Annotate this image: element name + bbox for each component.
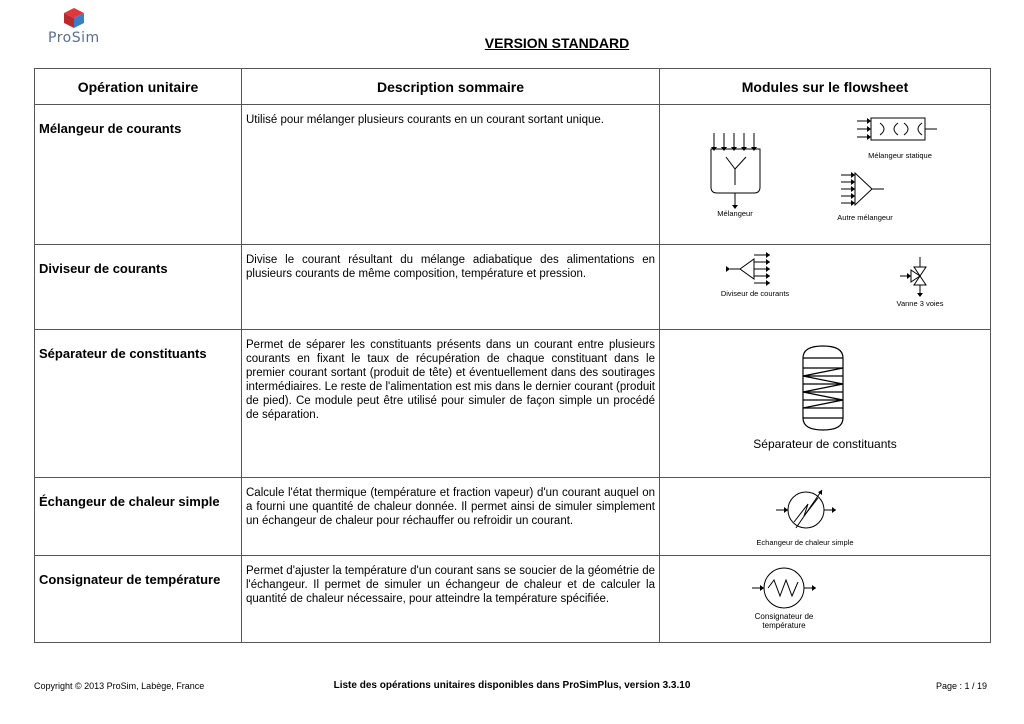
- logo-text: ProSim: [48, 30, 100, 46]
- column-header: Opération unitaire: [35, 69, 242, 105]
- caption-line: Consignateur de: [754, 612, 814, 621]
- module-caption: Echangeur de chaleur simple: [756, 538, 854, 547]
- module-caption: Diviseur de courants: [720, 289, 790, 298]
- operation-name: Diviseur de courants: [39, 261, 168, 276]
- module-caption: Mélangeur: [717, 209, 753, 218]
- table-row: [35, 245, 991, 330]
- column-header: Description sommaire: [242, 69, 660, 105]
- module-caption: Autre mélangeur: [837, 213, 893, 222]
- divider-icons: [660, 245, 990, 330]
- module-caption: Mélangeur statique: [868, 151, 932, 160]
- footer-copyright: Copyright © 2013 ProSim, Labège, France: [34, 681, 205, 691]
- footer-doc-title: Liste des opérations unitaires disponibles dans ProSimPlus, version 3.3.10: [333, 680, 691, 691]
- module-caption: Séparateur de constituants: [753, 437, 897, 451]
- module-cell: [660, 478, 991, 556]
- separator-icon: [660, 330, 990, 478]
- table-row: [35, 556, 991, 643]
- operation-description: Permet de séparer les constituants présents dans un courant entre plusieurs courants en fixant le taux de récupération de chaque constituant dans le premier courant sortant (produit de tête) et éventuellement dans des soutirages intermédiaires. Le reste de l'alimentation est mis dans le dernier courant (produit de pied). Ce module peut être utilisé pour simuler de façon simple un procédé de séparation.: [246, 339, 655, 421]
- operation-name: Mélangeur de courants: [39, 121, 182, 136]
- footer-page-number: Page : 1 / 19: [935, 681, 987, 691]
- table-row: [35, 105, 991, 245]
- module-cell: [660, 330, 991, 478]
- module-cell: [660, 105, 991, 245]
- operation-description: Utilisé pour mélanger plusieurs courants en un courant sortant unique.: [246, 114, 604, 126]
- operation-name: Consignateur de température: [39, 572, 221, 587]
- page-title: VERSION STANDARD: [484, 35, 630, 51]
- mixer-icons: [660, 105, 990, 245]
- module-cell: [660, 245, 991, 330]
- module-caption: [740, 612, 828, 630]
- column-header: Modules sur le flowsheet: [660, 69, 991, 105]
- operation-description: Divise le courant résultant du mélange adiabatique des alimentations en plusieurs courants de même composition, température et pression.: [246, 254, 655, 280]
- table-row: [35, 330, 991, 478]
- operation-description: Calcule l'état thermique (température et fraction vapeur) d'un courant auquel on a fourni une quantité de chaleur donnée. Il permet ainsi de simuler simplement un échangeur de chaleur pour réchauffer ou refroidir un courant.: [246, 487, 655, 527]
- caption-line: température: [762, 621, 806, 630]
- module-cell: [660, 556, 991, 643]
- table-row: [35, 478, 991, 556]
- table-header-row: [35, 69, 991, 105]
- operation-name: Séparateur de constituants: [39, 346, 207, 361]
- module-caption: Vanne 3 voies: [896, 299, 944, 308]
- operation-name: Échangeur de chaleur simple: [39, 494, 220, 509]
- operation-description: Permet d'ajuster la température d'un courant sans se soucier de la géométrie de l'échangeur. Il permet de simuler un échangeur de chaleur et de calculer la quantité de chaleur nécessaire, pour atteindre la température spécifiée.: [246, 565, 655, 605]
- operations-table: [34, 68, 991, 643]
